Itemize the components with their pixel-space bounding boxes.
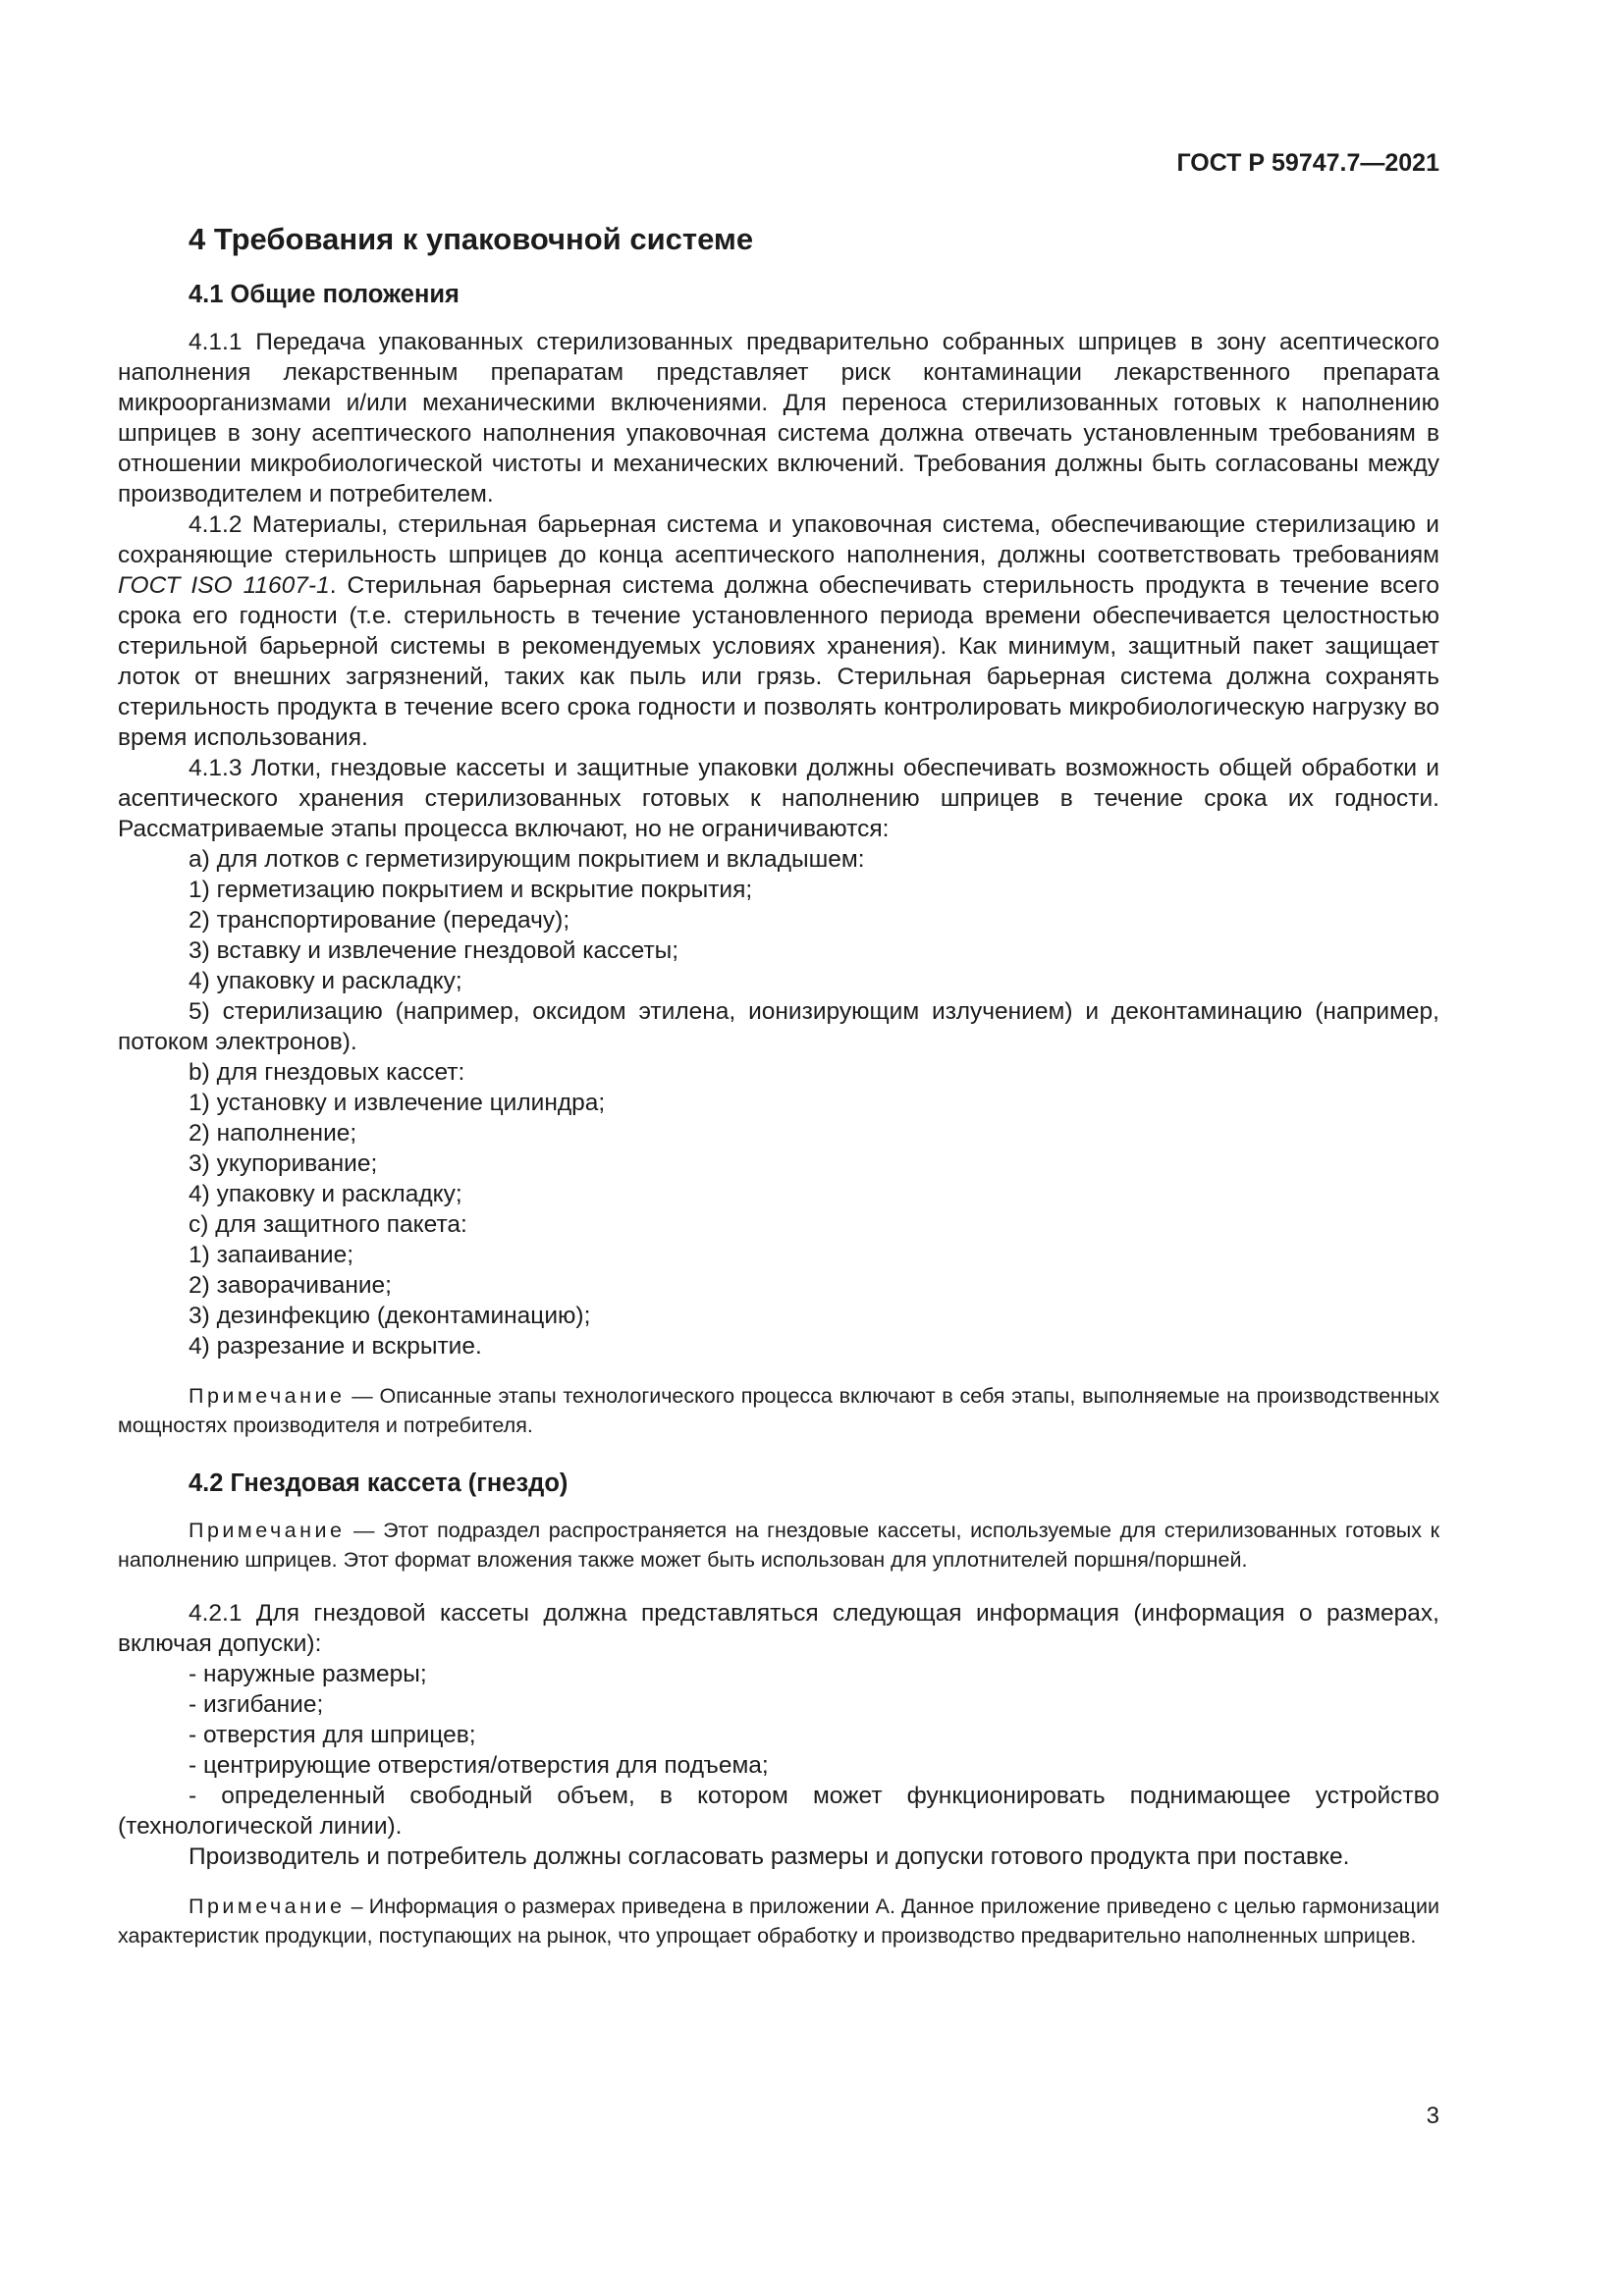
- standard-reference: ГОСТ ISO 11607-1: [118, 572, 330, 599]
- list-item: 4) разрезание и вскрытие.: [189, 1333, 482, 1360]
- note-4-1: [118, 1381, 1439, 1440]
- subsection-4-1-title: 4.1 Общие положения: [189, 281, 460, 308]
- list-item: 5) стерилизацию (например, оксидом этилена, ионизирующим излучением) и деконтаминацию (например, потоком электронов).: [118, 998, 1439, 1055]
- note-text: — Описанные этапы технологического процесса включают в себя этапы, выполняемые на производственных мощностях производителя и потребителя.: [118, 1384, 1439, 1437]
- list-item: - центрирующие отверстия/отверстия для подъема;: [189, 1752, 769, 1779]
- list-item: 1) герметизацию покрытием и вскрытие покрытия;: [189, 877, 753, 903]
- note-text: – Информация о размерах приведена в приложении А. Данное приложение приведено с целью гармонизации характеристик продукции, поступающих на рынок, что упрощает обработку и производство предварительно наполненных шприцев.: [118, 1895, 1439, 1948]
- note-text: — Этот подраздел распространяется на гнездовые кассеты, используемые для стерилизованных готовых к наполнению шприцев. Этот формат вложения также может быть использован для уплотнителей поршня/поршней.: [118, 1519, 1439, 1572]
- paragraph-4-1-3: 4.1.3 Лотки, гнездовые кассеты и защитные упаковки должны обеспечивать возможность общей обработки и асептического хранения стерилизованных готовых к наполнению шприцев в течение срока их годности. Рассматриваемые этапы процесса включают, но не ограничиваются:: [118, 755, 1439, 842]
- list-item: b) для гнездовых кассет:: [189, 1059, 465, 1086]
- note-label: Примечание: [189, 1895, 346, 1918]
- list-item: 4) упаковку и раскладку;: [189, 968, 462, 994]
- process-steps-list: [118, 844, 1439, 1362]
- list-item: 1) установку и извлечение цилиндра;: [189, 1090, 606, 1116]
- list-item: - наружные размеры;: [189, 1661, 427, 1687]
- list-item: а) для лотков с герметизирующим покрытием и вкладышем:: [189, 846, 865, 873]
- paragraph-4-1-2-text-b: . Стерильная барьерная система должна обеспечивать стерильность продукта в течение всего срока его годности (т.е. стерильность в течение установленного периода времени обеспечивается целостностью стерильной барьерной системы в рекомендуемых условиях хранения). Как минимум, защитный пакет защищает лоток от внешних загрязнений, таких как пыль или грязь. Стерильная барьерная система должна сохранять стерильность продукта в течение всего срока годности и позволять контролировать микробиологическую нагрузку во время использования.: [118, 572, 1439, 751]
- list-item: - определенный свободный объем, в котором может функционировать поднимающее устройство (технологической линии).: [118, 1783, 1439, 1840]
- paragraph-4-2-1: 4.2.1 Для гнездовой кассеты должна представляться следующая информация (информация о размерах, включая допуски):: [118, 1600, 1439, 1657]
- paragraph-4-1-2: [118, 509, 1439, 753]
- list-item: 2) заворачивание;: [189, 1272, 392, 1299]
- list-item: - отверстия для шприцев;: [189, 1722, 476, 1748]
- list-item: 1) запаивание;: [189, 1242, 354, 1268]
- section-4-title: 4 Требования к упаковочной системе: [189, 222, 754, 256]
- paragraph-4-1-1: 4.1.1 Передача упакованных стерилизованных предварительно собранных шприцев в зону асептического наполнения лекарственным препаратам представляет риск контаминации лекарственного препарата микроорганизмами и/или механическими включениями. Для переноса стерилизованных готовых к наполнению шприцев в зону асептического наполнения упаковочная система должна отвечать установленным требованиям в отношении микробиологической чистоты и механических включений. Требования должны быть согласованы между производителем и потребителем.: [118, 329, 1439, 507]
- nest-info-list: [118, 1659, 1439, 1842]
- list-item: с) для защитного пакета:: [189, 1211, 467, 1238]
- subsection-4-2-title: 4.2 Гнездовая кассета (гнездо): [189, 1469, 568, 1497]
- list-item: 2) наполнение;: [189, 1120, 357, 1147]
- paragraph-agreement: Производитель и потребитель должны согласовать размеры и допуски готового продукта при поставке.: [189, 1843, 1350, 1870]
- list-item: 3) дезинфекцию (деконтаминацию);: [189, 1303, 591, 1329]
- list-item: 3) вставку и извлечение гнездовой кассеты;: [189, 937, 679, 964]
- note-4-2: [118, 1516, 1439, 1575]
- list-item: - изгибание;: [189, 1691, 324, 1718]
- standard-designation: ГОСТ Р 59747.7—2021: [1176, 149, 1439, 177]
- note-label: Примечание: [189, 1384, 346, 1408]
- list-item: 2) транспортирование (передачу);: [189, 907, 570, 934]
- page-content: [118, 222, 1439, 1950]
- list-item: 4) упаковку и раскладку;: [189, 1181, 462, 1207]
- note-label: Примечание: [189, 1519, 346, 1542]
- list-item: 3) укупоривание;: [189, 1150, 378, 1177]
- paragraph-4-1-2-text-a: 4.1.2 Материалы, стерильная барьерная система и упаковочная система, обеспечивающие стерилизацию и сохраняющие стерильность шприцев до конца асептического наполнения, должны соответствовать требованиям: [118, 511, 1439, 568]
- page-number: 3: [1426, 2103, 1439, 2129]
- note-dimensions: [118, 1892, 1439, 1950]
